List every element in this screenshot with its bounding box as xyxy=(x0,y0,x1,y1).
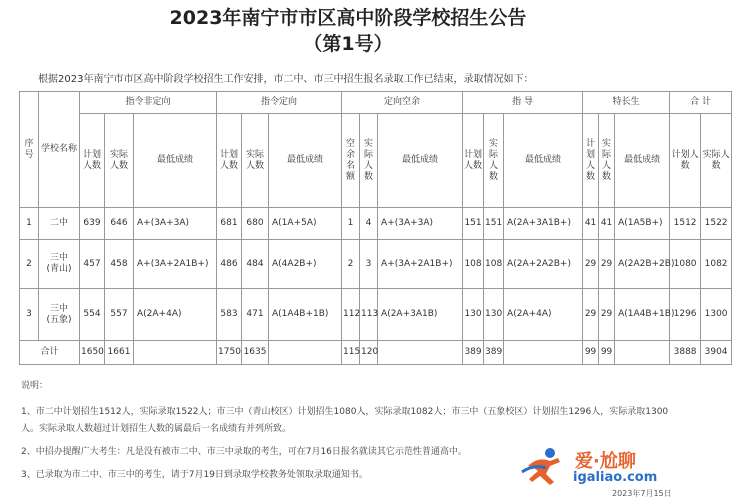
page-subtitle: （第1号） xyxy=(303,33,393,55)
cell: A+(3A+2A1B+) xyxy=(134,240,217,289)
header-min-score: 最低成绩 xyxy=(504,114,583,208)
cell: A+(3A+2A1B+) xyxy=(378,240,463,289)
cell: 639 xyxy=(80,208,105,240)
header-row-sub xyxy=(20,114,732,208)
cell: 130 xyxy=(484,289,504,341)
note-line: 人。实际录取人数超过计划招生人数的属最后一名成绩有并列所致。 xyxy=(21,424,292,434)
cell: 120 xyxy=(360,341,378,365)
cell: A(4A2B+) xyxy=(269,240,342,289)
cell: 680 xyxy=(242,208,269,240)
cell: 41 xyxy=(599,208,615,240)
header-school: 学校名称 xyxy=(39,92,80,208)
header-planned: 计划人数 xyxy=(583,114,599,208)
cell: A+(3A+3A) xyxy=(378,208,463,240)
cell: 457 xyxy=(80,240,105,289)
cell: 4 xyxy=(360,208,378,240)
cell: 1750 xyxy=(217,341,242,365)
cell-empty xyxy=(615,341,670,365)
header-actual: 实际人数 xyxy=(701,114,732,208)
row-seq: 2 xyxy=(20,240,39,289)
header-vacancy: 空余名额 xyxy=(342,114,360,208)
cell: A(2A+3A1B+) xyxy=(504,208,583,240)
row-school xyxy=(39,208,80,240)
runner-logo-icon xyxy=(520,446,572,486)
cell: 1661 xyxy=(105,341,134,365)
cell-empty xyxy=(269,341,342,365)
school-name: 三中 xyxy=(49,253,68,263)
note-item-1 xyxy=(21,406,681,435)
cell: 108 xyxy=(463,240,484,289)
cell: 130 xyxy=(463,289,484,341)
cell: A(1A5B+) xyxy=(615,208,670,240)
cell: 646 xyxy=(105,208,134,240)
cell: 1 xyxy=(342,208,360,240)
intro-paragraph: 根据2023年南宁市市区高中阶段学校招生工作安排，市二中、市三中招生报名录取工作已结束，录取情况如下： xyxy=(38,74,534,85)
cell: 554 xyxy=(80,289,105,341)
note-item-3: 3、已录取为市二中、市三中的考生，请于7月19日到录取学校教务处领取录取通知书。 xyxy=(21,470,368,480)
cell: 1650 xyxy=(80,341,105,365)
watermark-url: igaliao.com xyxy=(573,470,658,485)
table-row xyxy=(20,208,732,240)
cell: 3888 xyxy=(670,341,701,365)
school-name: 二中 xyxy=(49,218,68,228)
cell: A(2A+4A) xyxy=(134,289,217,341)
watermark-name: 爱·尬聊 xyxy=(575,451,636,472)
header-min-score: 最低成绩 xyxy=(134,114,217,208)
cell-empty xyxy=(504,341,583,365)
cell: 681 xyxy=(217,208,242,240)
cell: 1082 xyxy=(701,240,732,289)
header-actual: 实际人数 xyxy=(599,114,615,208)
header-min-score: 最低成绩 xyxy=(269,114,342,208)
header-min-score: 最低成绩 xyxy=(615,114,670,208)
total-row xyxy=(20,341,732,365)
cell: A(2A+3A1B) xyxy=(378,289,463,341)
cell: A(1A4B+1B) xyxy=(269,289,342,341)
header-group-guidance: 指 导 xyxy=(463,92,583,114)
cell: 3 xyxy=(360,240,378,289)
header-group-total: 合 计 xyxy=(670,92,732,114)
cell: 99 xyxy=(599,341,615,365)
header-planned: 计划人数 xyxy=(670,114,701,208)
cell: 557 xyxy=(105,289,134,341)
header-min-score: 最低成绩 xyxy=(378,114,463,208)
cell-empty xyxy=(134,341,217,365)
header-planned: 计划人数 xyxy=(80,114,105,208)
cell: 151 xyxy=(484,208,504,240)
header-actual: 实际人数 xyxy=(242,114,269,208)
cell: A(2A+4A) xyxy=(504,289,583,341)
cell: 29 xyxy=(583,240,599,289)
header-group-special: 特长生 xyxy=(583,92,670,114)
row-school xyxy=(39,289,80,341)
cell: A+(3A+3A) xyxy=(134,208,217,240)
cell: A(1A4B+1B) xyxy=(615,289,670,341)
row-seq: 3 xyxy=(20,289,39,341)
cell: 29 xyxy=(599,289,615,341)
header-actual: 实际人数 xyxy=(105,114,134,208)
cell: 108 xyxy=(484,240,504,289)
note-item-2: 2、中招办提醒广大考生：凡是没有被市二中、市三中录取的考生，可在7月16日报名就读其它示范性普通高中。 xyxy=(21,447,467,457)
header-group-directed: 指令定向 xyxy=(217,92,342,114)
table-row xyxy=(20,289,732,341)
cell: 115 xyxy=(342,341,360,365)
row-school xyxy=(39,240,80,289)
row-seq: 1 xyxy=(20,208,39,240)
cell: 41 xyxy=(583,208,599,240)
cell: 3904 xyxy=(701,341,732,365)
cell: 1300 xyxy=(701,289,732,341)
cell: 99 xyxy=(583,341,599,365)
school-campus: (五象) xyxy=(46,314,72,325)
cell: 389 xyxy=(463,341,484,365)
cell: 1522 xyxy=(701,208,732,240)
watermark-logo xyxy=(520,446,690,486)
cell: 29 xyxy=(583,289,599,341)
page-title: 2023年南宁市市区高中阶段学校招生公告 xyxy=(169,7,527,29)
header-row-groups xyxy=(20,92,732,114)
cell: 112 xyxy=(342,289,360,341)
header-group-vacancy: 定向空余 xyxy=(342,92,463,114)
cell: 1635 xyxy=(242,341,269,365)
header-actual: 实际人数 xyxy=(360,114,378,208)
header-actual: 实际人数 xyxy=(484,114,504,208)
school-name: 三中 xyxy=(49,303,68,314)
cell: 471 xyxy=(242,289,269,341)
cell: 1080 xyxy=(670,240,701,289)
cell: A(2A+2A2B+) xyxy=(504,240,583,289)
header-seq: 序号 xyxy=(20,92,39,208)
cell: 29 xyxy=(599,240,615,289)
cell-empty xyxy=(378,341,463,365)
cell: 486 xyxy=(217,240,242,289)
cell: 1512 xyxy=(670,208,701,240)
cell: 458 xyxy=(105,240,134,289)
cell: 113 xyxy=(360,289,378,341)
cell: 583 xyxy=(217,289,242,341)
total-label: 合计 xyxy=(20,341,80,365)
cell: 151 xyxy=(463,208,484,240)
publish-date: 2023年7月15日 xyxy=(612,489,672,498)
header-planned: 计划人数 xyxy=(217,114,242,208)
table-row xyxy=(20,240,732,289)
header-planned: 计划人数 xyxy=(463,114,484,208)
header-group-nondirected: 指令非定向 xyxy=(80,92,217,114)
cell: A(2A2B+2B) xyxy=(615,240,670,289)
cell: 389 xyxy=(484,341,504,365)
cell: 484 xyxy=(242,240,269,289)
note-line: 1、市二中计划招生1512人，实际录取1522人；市三中（青山校区）计划招生1080人，实际录取1082人；市三中（五象校区）计划招生1296人，实际录取1300 xyxy=(21,407,669,417)
admission-table xyxy=(19,91,732,365)
school-campus: (青山) xyxy=(46,264,72,274)
cell: A(1A+5A) xyxy=(269,208,342,240)
cell: 2 xyxy=(342,240,360,289)
cell: 1296 xyxy=(670,289,701,341)
notes-title: 说明： xyxy=(21,381,49,391)
